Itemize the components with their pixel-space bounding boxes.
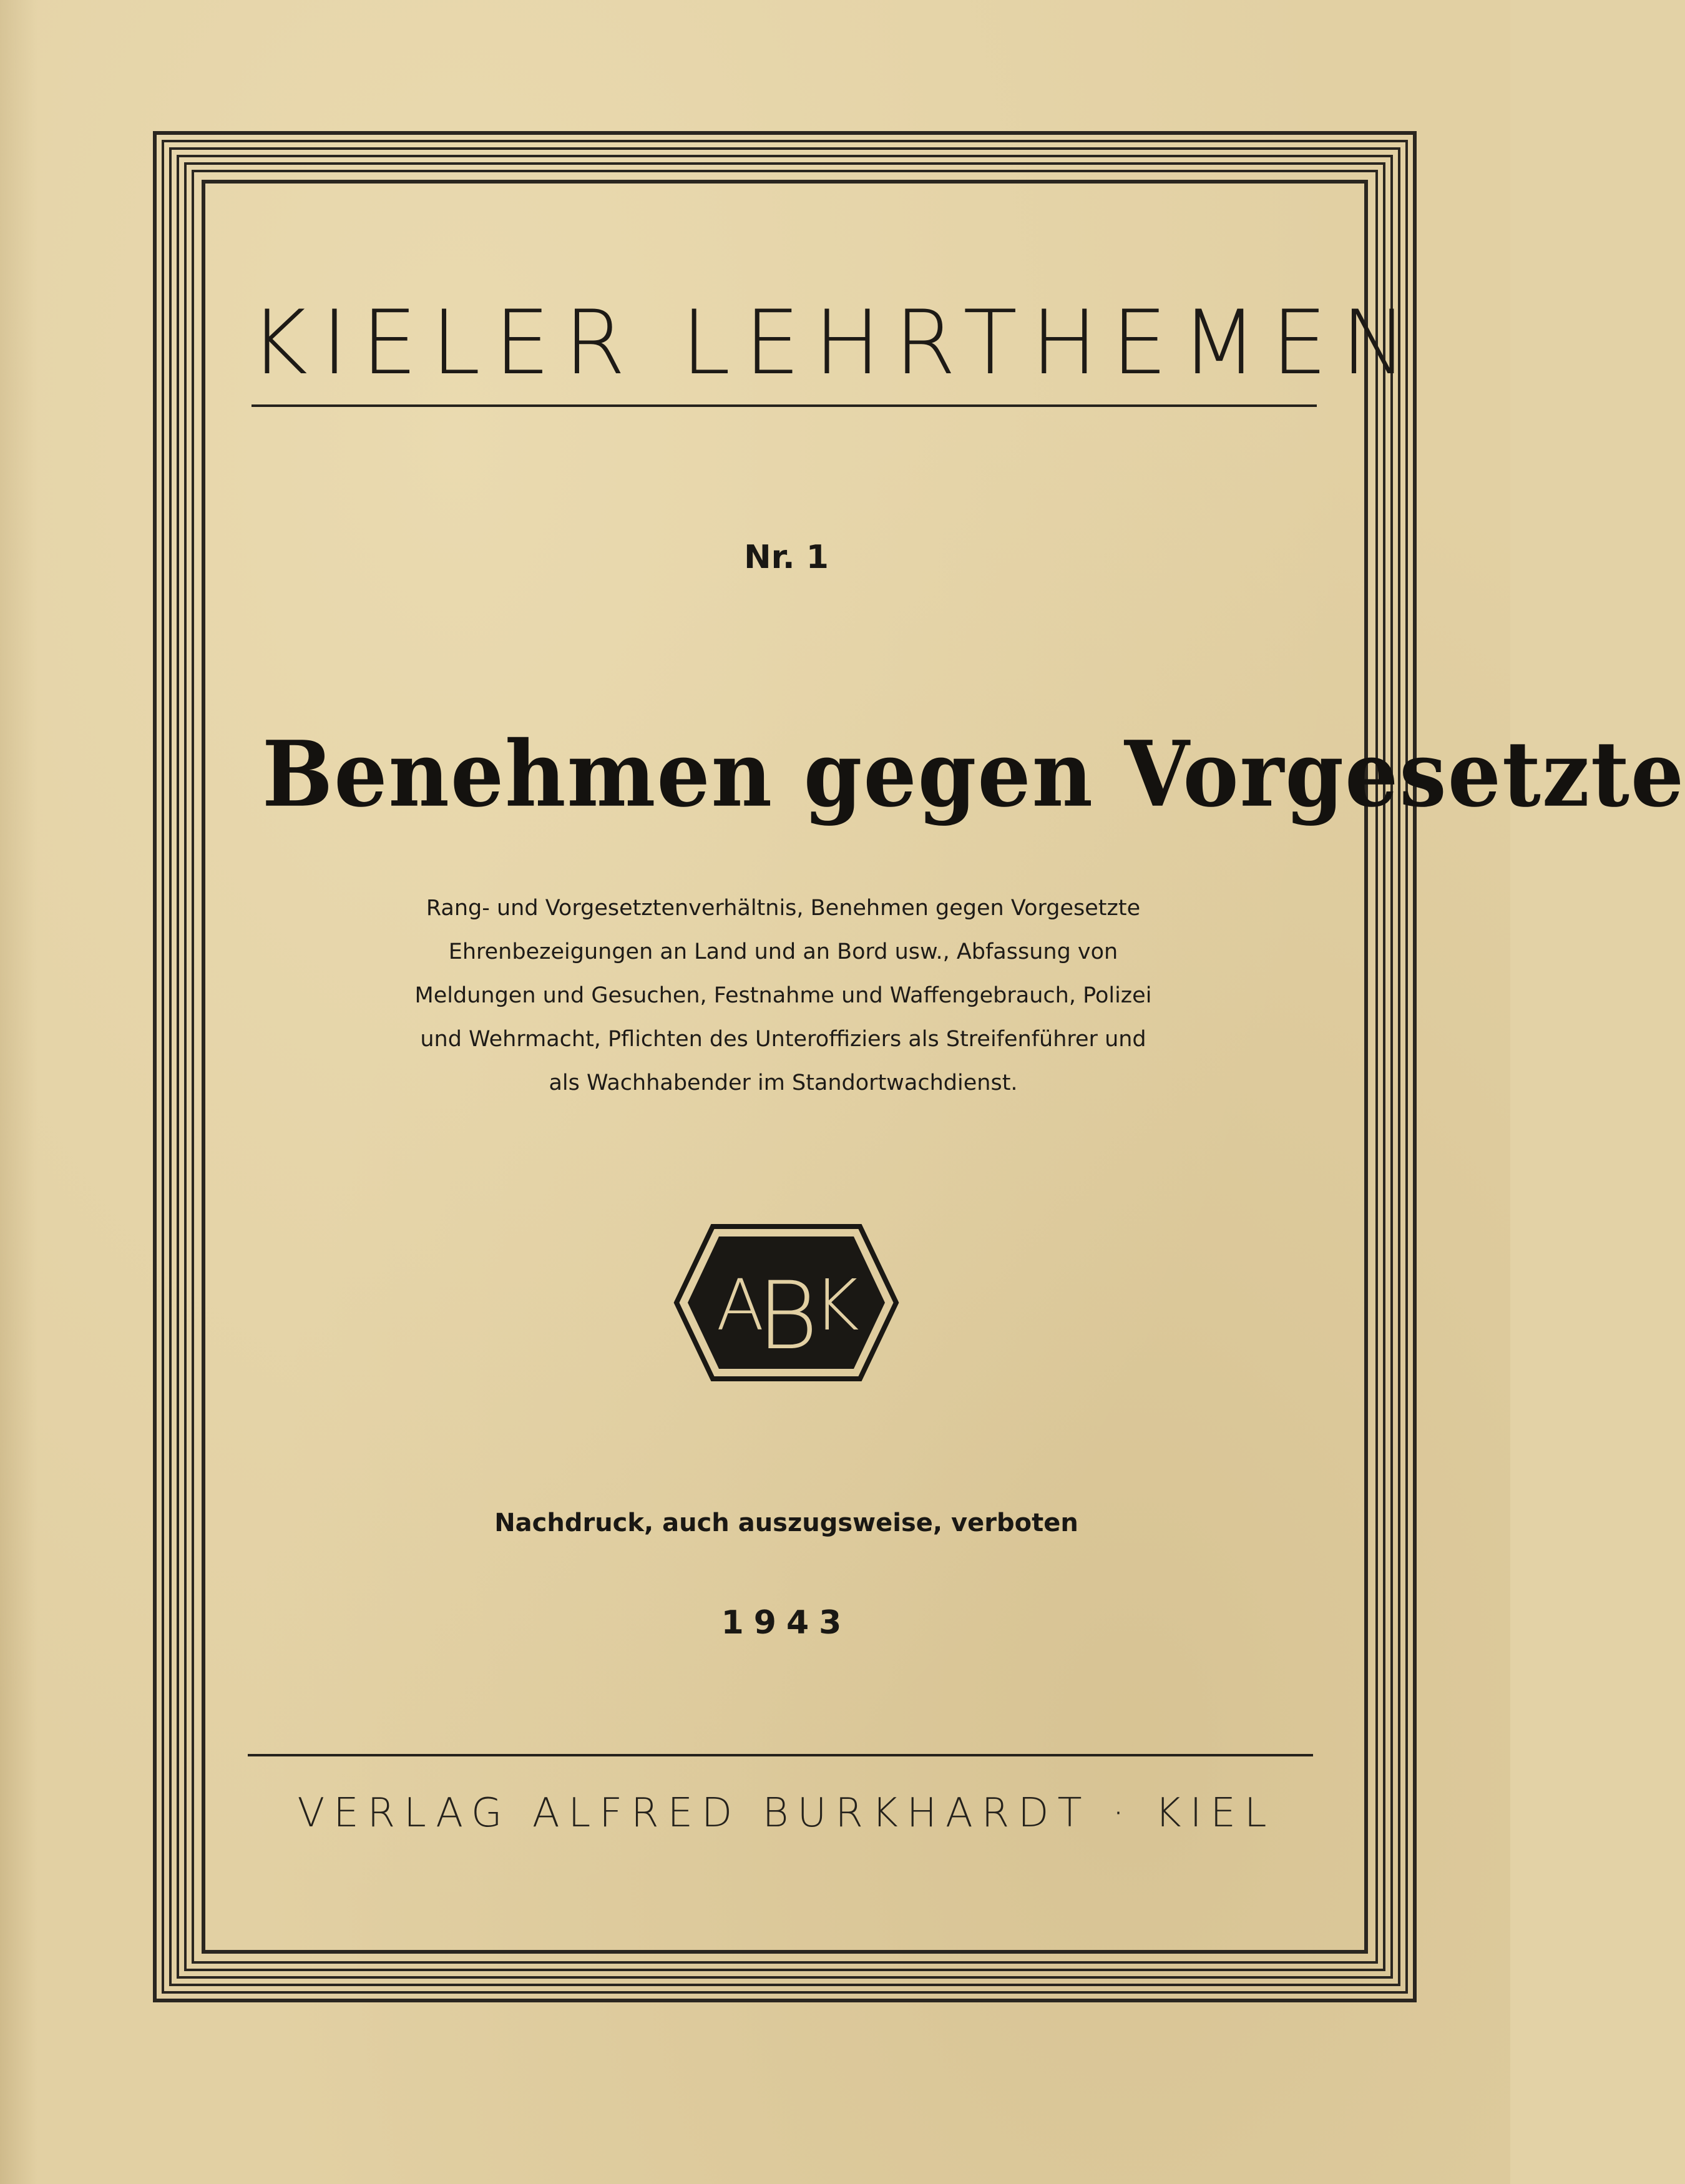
- reprint-notice: Nachdruck, auch auszugsweise, verboten: [494, 1509, 1078, 1537]
- publisher-rule: [248, 1754, 1313, 1756]
- description-line: Ehrenbezeigungen an Land und an Bord usw., Abfassung von: [448, 939, 1118, 964]
- logo-letter: K: [813, 1265, 859, 1346]
- description-line: als Wachhabender im Standortwachdienst.: [549, 1070, 1018, 1095]
- description-line: Rang- und Vorgesetztenverhältnis, Benehmen gegen Vorgesetzte: [426, 896, 1141, 921]
- title-rule: [252, 404, 1317, 407]
- main-title: Benehmen gegen Vorgesetzte: [262, 720, 1685, 828]
- logo-letter: B: [756, 1262, 819, 1371]
- abk-octagon-logo-icon: [673, 1220, 900, 1385]
- series-title: KIELER LEHRTHEMEN: [250, 291, 1421, 394]
- publisher: VERLAG ALFRED BURKHARDT · KIEL: [297, 1790, 1276, 1836]
- description: [381, 886, 1186, 1105]
- logo-letter: A: [716, 1265, 764, 1346]
- publication-year: 1943: [721, 1604, 852, 1642]
- description-line: und Wehrmacht, Pflichten des Unteroffiziers als Streifenführer und: [420, 1027, 1146, 1052]
- description-line: Meldungen und Gesuchen, Festnahme und Waffengebrauch, Polizei: [414, 983, 1152, 1008]
- issue-number: Nr. 1: [744, 539, 829, 576]
